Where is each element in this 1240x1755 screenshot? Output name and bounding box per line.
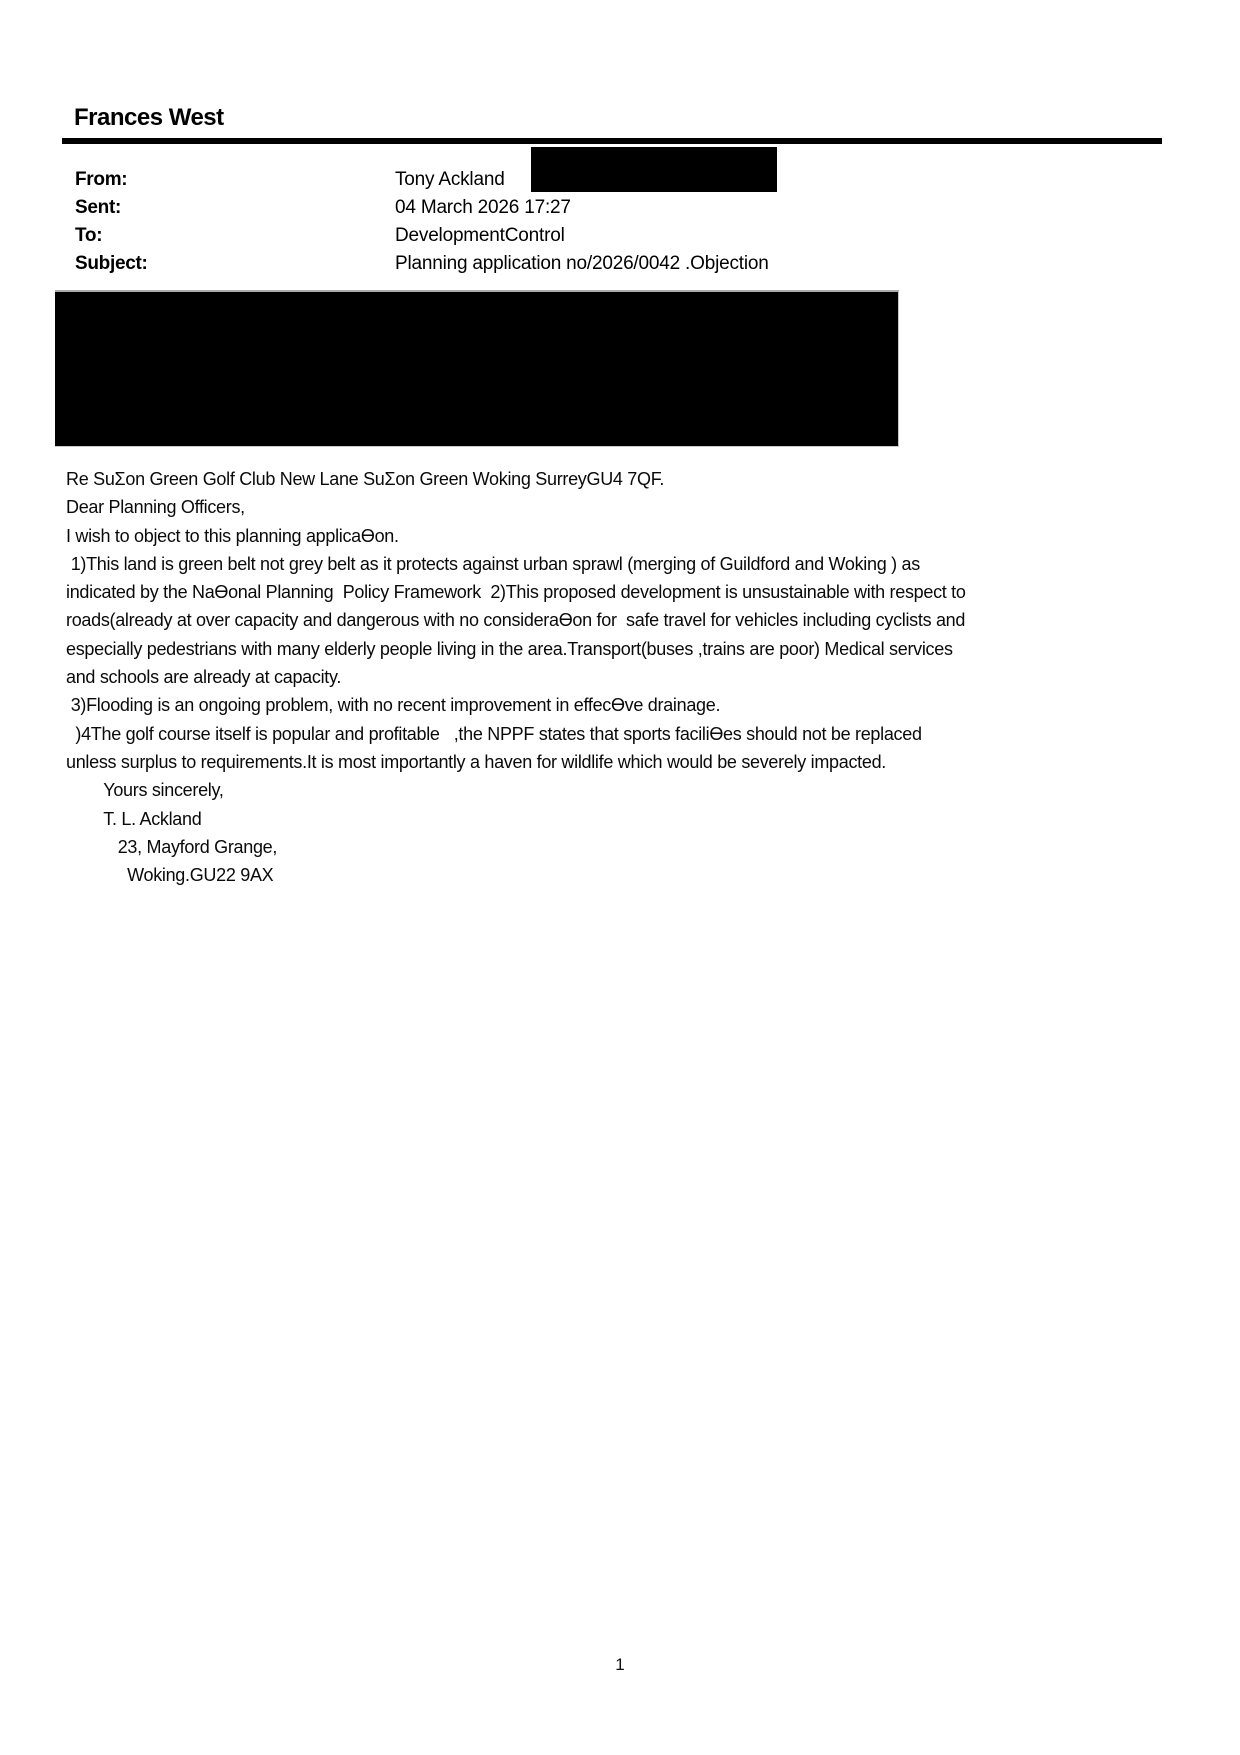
body-line: Re SuΣon Green Golf Club New Lane SuΣon Green Woking SurreyGU4 7QF.: [66, 469, 665, 489]
field-value-subject: Planning application no/2026/0042 .Objection: [395, 253, 769, 274]
body-line: I wish to object to this planning applicaƟon.: [66, 525, 399, 546]
field-row-subject: [75, 250, 1075, 278]
page-number: 1: [615, 1655, 625, 1674]
field-row-from: [75, 166, 1075, 194]
body-line: and schools are already at capacity.: [66, 667, 342, 688]
field-label-to: To:: [75, 225, 103, 246]
field-row-to: [75, 222, 1075, 250]
body-line: 3)Flooding is an ongoing problem, with no recent improvement in effecƟve drainage.: [66, 695, 721, 716]
field-value-sent: 04 March 2026 17:27: [395, 197, 571, 218]
body-line: Yours sincerely,: [66, 780, 224, 801]
field-value-to: DevelopmentControl: [395, 225, 565, 246]
body-line: especially pedestrians with many elderly people living in the area.Transport(buses ,trains are poor) Medical services: [66, 638, 953, 659]
body-line: Dear Planning Officers,: [66, 497, 245, 518]
field-label-subject: Subject:: [75, 253, 148, 274]
title-divider-rule: [62, 138, 1162, 144]
body-line: )4The golf course itself is popular and profitable ,the NPPF states that sports faciliƟes should not be replaced: [66, 723, 922, 744]
redacted-content-block: [55, 290, 899, 447]
body-line: Woking.GU22 9AX: [66, 865, 274, 886]
page-title: Frances West: [74, 104, 224, 131]
email-header-fields: [75, 166, 1075, 278]
body-line: 1)This land is green belt not grey belt as it protects against urban sprawl (merging of Guildford and Woking ) as: [66, 553, 920, 574]
body-line: indicated by the NaƟonal Planning Policy Framework 2)This proposed development is unsustainable with respect to: [66, 582, 966, 603]
field-row-sent: [75, 194, 1075, 222]
field-label-sent: Sent:: [75, 197, 122, 218]
body-line: T. L. Ackland: [66, 808, 202, 829]
body-line: 23, Mayford Grange,: [66, 836, 278, 857]
field-value-from: Tony Ackland: [395, 169, 505, 190]
body-line: unless surplus to requirements.It is most importantly a haven for wildlife which would be severely impacted.: [66, 751, 886, 772]
field-label-from: From:: [75, 169, 128, 190]
body-line: roads(already at over capacity and dangerous with no consideraƟon for safe travel for vehicles including cyclists and: [66, 610, 966, 631]
email-body: [66, 465, 966, 889]
